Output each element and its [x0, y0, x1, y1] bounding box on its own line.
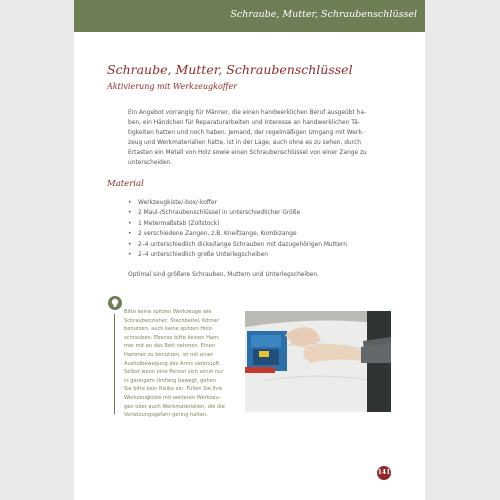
- material-list: [128, 198, 418, 260]
- intro-line: Ein Angebot vorrangig für Männer, die einen handwerklichen Beruf ausgeübt ha-: [128, 110, 367, 116]
- tip-box: [124, 308, 240, 420]
- material-item: • 1 Metermaßstab (Zollstock): [128, 219, 418, 229]
- material-item: • 2 Maul-/Schraubenschlüssel in unterschiedlicher Größe: [128, 208, 418, 218]
- running-header-title: Schraube, Mutter, Schraubenschlüssel: [230, 9, 417, 20]
- material-heading: Material: [107, 179, 144, 189]
- intro-line: tigkeiten hatten und noch haben. Jemand, der regelmäßigen Umgang mit Werk-: [128, 130, 364, 137]
- tip-line: Sie bitte kein Risiko ein. Füllen Sie Ihre: [124, 386, 223, 393]
- tip-line: Hammer zu benutzen, ist mit einer: [124, 351, 214, 358]
- intro-paragraph: [128, 108, 410, 169]
- page-number-badge: 141: [377, 466, 391, 480]
- toolbox-photo: [245, 311, 391, 412]
- intro-line: Ertasten ein Metall von Holz sowie einen Schraubenschlüssel von einer Zange zu: [128, 150, 367, 157]
- tip-line: Selbst wenn eine Person sich sonst nur: [124, 369, 224, 376]
- tip-line: mer mit an das Bett nehmen. Einen: [124, 343, 216, 350]
- tip-line: Schraubenzieher, Stechbeitel, Körner: [124, 317, 219, 324]
- tip-line: schrauben. Ebenso bitte keinen Ham-: [124, 334, 220, 341]
- material-item: • Werkzeugkiste/-box/-koffer: [128, 198, 418, 208]
- intro-line: ben, ein Händchen für Reparaturarbeiten und Interesse an handwerklichen Tä-: [128, 120, 360, 127]
- tip-line: in geringem Umfang bewegt, gehen: [124, 377, 217, 384]
- tip-divider: [114, 314, 115, 414]
- tip-line: Verletzungsgefahr gering halten.: [124, 412, 208, 419]
- intro-line: unterscheiden.: [128, 160, 173, 167]
- material-item: • 2–4 unterschiedlich dicke/lange Schrauben mit dazugehörigen Muttern: [128, 240, 418, 250]
- header-bar: [74, 0, 425, 32]
- tip-line: Werkzeugkiste mit weiteren Werkzeu-: [124, 394, 221, 401]
- page-title: Schraube, Mutter, Schraubenschlüssel: [107, 62, 353, 77]
- material-item: • 2 verschiedene Zangen, z.B. Kneifzange, Kombizange: [128, 229, 418, 239]
- intro-line: zeug und Werkmaterialien hatte, ist in der Lage, auch ohne es zu sehen, durch: [128, 140, 361, 147]
- tip-line: Ausholbewegung des Arms verknüpft.: [124, 360, 221, 367]
- tip-line: Bitte keine spitzen Werkzeuge wie: [124, 309, 212, 315]
- optional-note: Optimal sind größere Schrauben, Muttern und Unterlegscheiben.: [128, 272, 320, 278]
- tip-line: gen oder auch Werkmaterialien, die die: [124, 403, 225, 410]
- document-page: [74, 0, 425, 500]
- tip-line: benutzen, auch keine spitzen Holz-: [124, 326, 214, 333]
- page-subtitle: Aktivierung mit Werkzeugkoffer: [107, 82, 237, 91]
- lightbulb-icon: [108, 296, 122, 310]
- material-item: • 2–4 unterschiedlich große Unterlegscheiben: [128, 250, 418, 260]
